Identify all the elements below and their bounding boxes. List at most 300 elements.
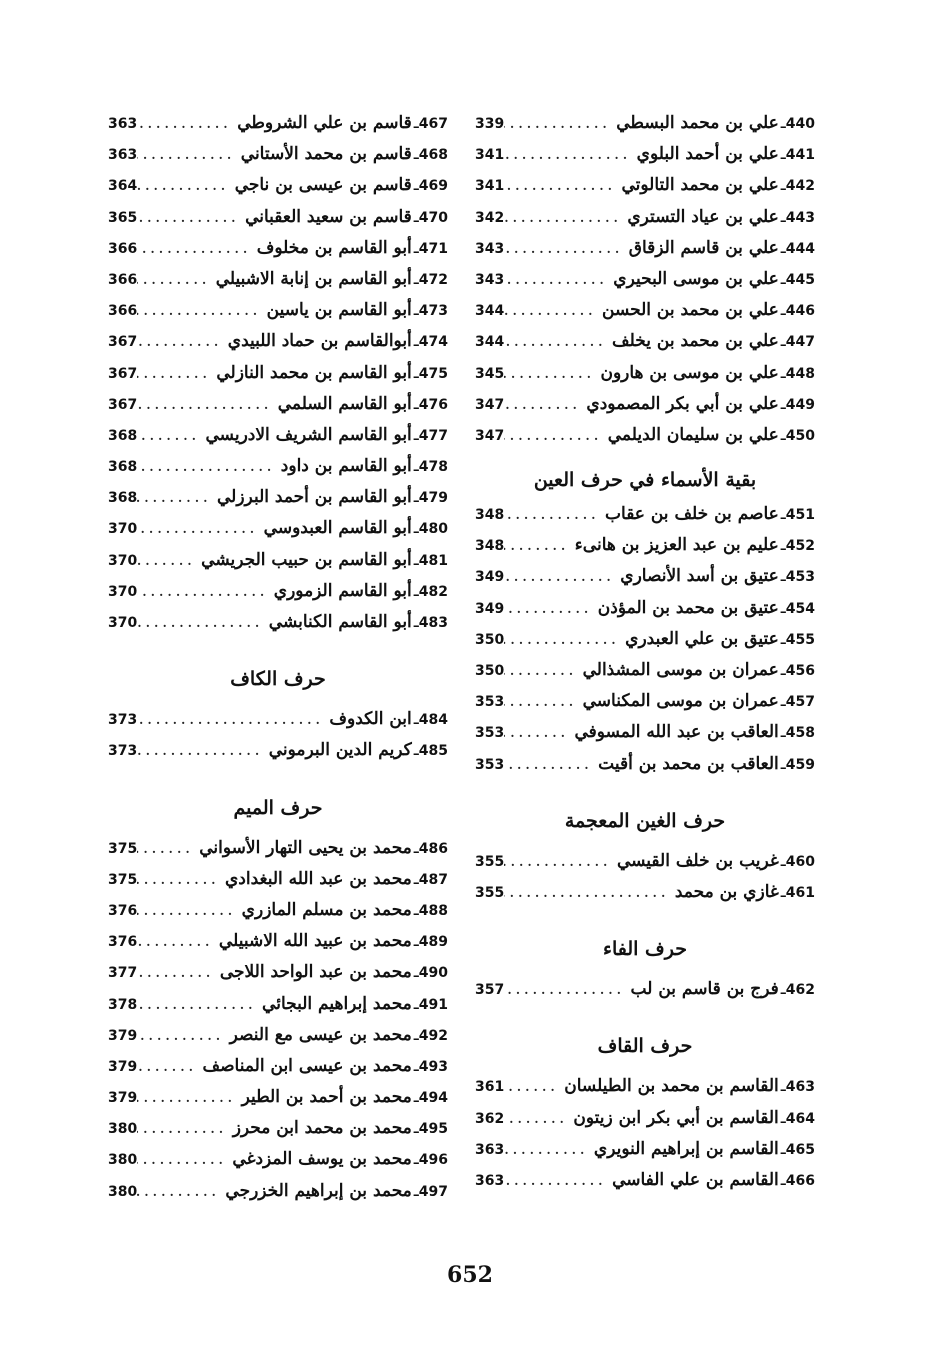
entry-dash: ـ [780, 597, 786, 618]
entry-number: 453 [785, 569, 815, 586]
toc-entry [475, 686, 815, 717]
toc-entry [108, 326, 448, 357]
toc-entry [108, 607, 448, 638]
entry-dash: ـ [413, 300, 419, 321]
entry-page: 339 [475, 116, 505, 132]
entry-page: 378 [108, 996, 138, 1013]
entry-page: 344 [475, 334, 505, 351]
entry-number: 455 [785, 631, 815, 648]
entry-name: علي بن موسى بن هارون [600, 362, 779, 383]
toc-entry [108, 420, 448, 451]
entry-page: 350 [475, 663, 505, 679]
toc-entry [108, 1051, 448, 1082]
entry-list [108, 108, 448, 638]
dot-leader [504, 1103, 573, 1134]
entry-list [475, 1071, 815, 1196]
entry-name: أبو القاسم السلمي [277, 393, 412, 414]
entry-name: علي بن محمد بن يخلف [612, 331, 779, 352]
entry-dash: ـ [413, 580, 419, 601]
toc-entry [475, 170, 815, 201]
entry-dash: ـ [780, 1169, 786, 1190]
dot-leader [504, 108, 616, 139]
entry-name: أبو القاسم بن إنابة الاشبيلي [215, 268, 412, 289]
entry-page: 375 [108, 840, 138, 857]
entry-page: 380 [108, 1183, 138, 1200]
entry-dash: ـ [413, 206, 419, 227]
toc-entry [475, 326, 815, 357]
entry-name: أبو القاسم العبدوسي [263, 518, 412, 539]
entry-list [475, 499, 815, 780]
dot-leader [504, 877, 675, 908]
entry-number: 493 [418, 1058, 448, 1075]
entry-name: القاسم بن أبي بكر ابن زيتون [573, 1107, 779, 1128]
entry-name: أبو القاسم بن مخلوف [256, 237, 412, 258]
entry-name: علي بن محمد البسطي [616, 113, 779, 133]
entry-dash: ـ [780, 1076, 786, 1097]
toc-entry [108, 108, 448, 139]
dot-leader [504, 561, 620, 592]
dot-leader [504, 326, 612, 357]
entry-page: 367 [108, 334, 138, 351]
dot-leader [504, 499, 605, 530]
entry-dash: ـ [413, 1024, 419, 1045]
entry-page: 349 [475, 600, 505, 617]
entry-name: محمد بن مسلم المازري [241, 899, 412, 920]
entry-page: 379 [108, 1058, 138, 1075]
toc-entry [475, 420, 815, 451]
toc-entry [108, 264, 448, 295]
dot-leader [137, 1051, 202, 1082]
entry-number: 458 [785, 725, 815, 742]
entry-number: 489 [418, 934, 448, 951]
entry-name: قاسم بن علي الشروطي [237, 113, 412, 133]
section-heading-mim: حرف الميم [233, 796, 323, 819]
entry-dash: ـ [413, 837, 419, 858]
entry-page: 357 [475, 982, 505, 999]
dot-leader [504, 624, 625, 655]
dot-leader [137, 139, 241, 170]
dot-leader [504, 846, 617, 877]
entry-name: القاسم بن علي الفاسي [612, 1169, 779, 1190]
toc-entry [475, 202, 815, 233]
entry-dash: ـ [780, 535, 786, 556]
entry-number: 445 [785, 271, 815, 288]
entry-dash: ـ [780, 691, 786, 712]
entry-name: أبو القاسم بن أحمد البرزلي [217, 487, 412, 508]
dot-leader [137, 358, 216, 389]
dot-leader [504, 389, 586, 420]
entry-number: 444 [785, 240, 815, 257]
dot-leader [137, 833, 199, 864]
entry-dash: ـ [780, 424, 786, 445]
entry-dash: ـ [780, 144, 786, 165]
entry-number: 484 [418, 712, 448, 729]
dot-leader [137, 1082, 241, 1113]
entry-page: 341 [475, 178, 505, 195]
entry-dash: ـ [413, 518, 419, 539]
entry-name: علي بن قاسم الزقاق [628, 237, 779, 258]
entry-number: 461 [785, 884, 815, 901]
entry-name: قاسم بن سعيد العقباني [245, 206, 412, 227]
entry-number: 483 [418, 615, 448, 631]
toc-entry [108, 202, 448, 233]
entry-name: ابن الكدوف [329, 709, 412, 730]
entry-number: 491 [418, 996, 448, 1013]
entry-page: 370 [108, 552, 138, 569]
entry-page: 341 [475, 147, 505, 164]
entry-name: أبو القاسم الكنابشي [268, 612, 412, 632]
entry-page: 379 [108, 1027, 138, 1044]
toc-entry [108, 735, 448, 766]
entry-page: 363 [475, 1141, 505, 1158]
entry-number: 496 [418, 1152, 448, 1169]
entry-name: عمران بن موسى المكناسي [582, 691, 779, 712]
entry-number: 452 [785, 538, 815, 555]
dot-leader [504, 717, 574, 748]
entry-page: 376 [108, 902, 138, 919]
entry-dash: ـ [780, 722, 786, 743]
entry-name: عتيق بن أسد الأنصاري [620, 566, 779, 587]
entry-name: محمد بن يوسف المزدغي [232, 1149, 412, 1170]
entry-dash: ـ [413, 1180, 419, 1201]
toc-entry [475, 1071, 815, 1102]
entry-dash: ـ [413, 113, 419, 133]
entry-page: 376 [108, 934, 138, 951]
entry-dash: ـ [413, 1118, 419, 1139]
toc-entry [475, 1103, 815, 1134]
dot-leader [137, 295, 266, 326]
entry-name: قاسم بن محمد الأستاني [240, 144, 412, 165]
entry-name: العاقب بن محمد بن أقيت [598, 753, 779, 774]
dot-leader [504, 974, 630, 1005]
toc-entry [475, 358, 815, 389]
toc-entry [108, 451, 448, 482]
entry-number: 446 [785, 303, 815, 320]
entry-number: 462 [785, 982, 815, 999]
entry-dash: ـ [780, 206, 786, 227]
entry-page: 366 [108, 303, 138, 320]
entry-dash: ـ [780, 113, 786, 133]
toc-entry [108, 833, 448, 864]
entry-number: 459 [785, 756, 815, 773]
entry-page: 343 [475, 271, 505, 288]
entry-dash: ـ [413, 237, 419, 258]
entry-number: 482 [418, 583, 448, 600]
entry-page: 368 [108, 427, 138, 444]
toc-entry [108, 957, 448, 988]
entry-list [475, 846, 815, 908]
section-heading-ain: بقية الأسماء في حرف العين [533, 469, 757, 492]
dot-leader [137, 170, 234, 201]
dot-leader [137, 264, 216, 295]
toc-entry [108, 1113, 448, 1144]
dot-leader [504, 530, 575, 561]
entry-number: 485 [418, 743, 448, 760]
toc-entry [108, 989, 448, 1020]
toc-entry [108, 704, 448, 735]
entry-number: 456 [785, 663, 815, 679]
entry-name: علي بن عياد التستري [627, 206, 779, 227]
entry-name: أبوالقاسم بن حماد اللبيدي [227, 331, 412, 352]
entry-page: 355 [475, 884, 505, 901]
entry-dash: ـ [780, 300, 786, 321]
toc-entry [475, 846, 815, 877]
entry-dash: ـ [413, 424, 419, 445]
toc-entry [475, 1165, 815, 1196]
dot-leader [137, 926, 219, 957]
toc-entry [475, 717, 815, 748]
toc-entry [108, 295, 448, 326]
entry-dash: ـ [413, 899, 419, 920]
entry-name: علي بن سليمان الديلمي [607, 424, 779, 445]
entry-number: 443 [785, 209, 815, 226]
entry-number: 497 [418, 1183, 448, 1200]
entry-name: علي بن أحمد البلوي [636, 144, 779, 165]
entry-page: 347 [475, 396, 505, 413]
entry-name: محمد بن عبد الله البغدادي [225, 868, 412, 889]
entry-number: 471 [418, 240, 448, 257]
toc-entry [108, 545, 448, 576]
entry-page: 362 [475, 1110, 505, 1127]
dot-leader [137, 326, 228, 357]
dot-leader [504, 593, 598, 624]
entry-name: عاصم بن خلف بن عقاب [605, 504, 779, 525]
entry-dash: ـ [413, 362, 419, 383]
entry-page: 347 [475, 427, 505, 444]
entry-name: عتيق بن علي العبدري [625, 628, 779, 649]
entry-name: أبو القاسم الشريف الادريسي [205, 424, 412, 445]
entry-name: محمد بن أحمد بن الطير [241, 1087, 412, 1108]
left-column [108, 108, 448, 1207]
entry-page: 368 [108, 459, 138, 476]
entry-name: محمد بن عيسى ابن المناصف [202, 1055, 412, 1076]
entry-number: 447 [785, 334, 815, 351]
entry-name: محمد بن عبيد الله الاشبيلي [218, 931, 412, 952]
entry-dash: ـ [413, 1055, 419, 1076]
entry-number: 488 [418, 902, 448, 919]
dot-leader [504, 264, 613, 295]
entry-number: 468 [418, 147, 448, 164]
entry-name: محمد بن محمد ابن محرز [232, 1118, 412, 1139]
entry-list [108, 704, 448, 766]
entry-number: 492 [418, 1027, 448, 1044]
dot-leader [504, 1165, 612, 1196]
entry-dash: ـ [780, 628, 786, 649]
entry-number: 441 [785, 147, 815, 164]
entry-number: 454 [785, 600, 815, 617]
toc-entry [108, 139, 448, 170]
toc-entry [108, 576, 448, 607]
entry-number: 487 [418, 871, 448, 888]
page-number: 652 [447, 1262, 493, 1288]
entry-number: 467 [418, 116, 448, 132]
entry-dash: ـ [413, 456, 419, 477]
entry-dash: ـ [413, 740, 419, 761]
entry-name: محمد بن عيسى مع النصر [229, 1024, 412, 1045]
entry-number: 474 [418, 334, 448, 351]
entry-name: قاسم بن عيسى بن ناجي [234, 175, 412, 196]
entry-dash: ـ [413, 962, 419, 983]
toc-entry [108, 358, 448, 389]
toc-entry [475, 499, 815, 530]
entry-name: العاقب بن عبد الله المسوفي [574, 722, 779, 743]
entry-number: 450 [785, 427, 815, 444]
dot-leader [137, 864, 225, 895]
entry-page: 366 [108, 271, 138, 288]
entry-dash: ـ [780, 1107, 786, 1128]
entry-name: القاسم بن إبراهيم النويري [593, 1138, 779, 1159]
toc-entry [475, 624, 815, 655]
dot-leader [137, 389, 278, 420]
entry-number: 475 [418, 365, 448, 382]
entry-name: أبو القاسم بن ياسين [266, 300, 412, 321]
entry-page: 355 [475, 853, 505, 870]
toc-entry [475, 389, 815, 420]
entry-name: محمد بن يحيى التهار الأسواني [199, 837, 412, 858]
entry-list [475, 108, 815, 451]
dot-leader [504, 139, 636, 170]
dot-leader [504, 1134, 594, 1165]
entry-page: 343 [475, 240, 505, 257]
entry-list [475, 974, 815, 1005]
entry-dash: ـ [780, 175, 786, 196]
entry-dash: ـ [780, 979, 786, 1000]
entry-dash: ـ [780, 1138, 786, 1159]
entry-page: 380 [108, 1152, 138, 1169]
dot-leader [137, 895, 241, 926]
entry-page: 363 [108, 116, 138, 132]
entry-dash: ـ [413, 868, 419, 889]
toc-entry [108, 864, 448, 895]
entry-name: علي بن محمد التالوتي [621, 175, 779, 196]
entry-name: علي بن موسى البحيري [613, 268, 779, 289]
entry-dash: ـ [780, 393, 786, 414]
toc-entry [108, 1144, 448, 1175]
entry-name: علي بن محمد بن الحسن [602, 300, 779, 321]
entry-dash: ـ [413, 931, 419, 952]
entry-dash: ـ [413, 487, 419, 508]
entry-number: 457 [785, 694, 815, 711]
dot-leader [137, 1113, 232, 1144]
dot-leader [504, 295, 602, 326]
entry-dash: ـ [780, 362, 786, 383]
entry-name: محمد إبراهيم البجائي [262, 993, 412, 1014]
entry-number: 495 [418, 1121, 448, 1138]
entry-number: 478 [418, 459, 448, 476]
toc-entry [475, 877, 815, 908]
toc-entry [475, 108, 815, 139]
entry-page: 373 [108, 712, 138, 729]
entry-number: 469 [418, 178, 448, 195]
dot-leader [137, 735, 268, 766]
entry-name: غريب بن خلف القيسي [616, 850, 779, 871]
dot-leader [504, 749, 598, 780]
toc-entry [475, 1134, 815, 1165]
entry-number: 440 [785, 116, 815, 132]
entry-name: غازي بن محمد [674, 881, 779, 902]
toc-entry [108, 170, 448, 201]
entry-page: 353 [475, 725, 505, 742]
dot-leader [504, 358, 600, 389]
entry-dash: ـ [780, 504, 786, 525]
toc-entry [108, 233, 448, 264]
entry-number: 486 [418, 840, 448, 857]
entry-page: 375 [108, 871, 138, 888]
entry-number: 490 [418, 965, 448, 982]
entry-dash: ـ [413, 549, 419, 570]
dot-leader [504, 233, 629, 264]
toc-entry [475, 561, 815, 592]
entry-number: 460 [785, 853, 815, 870]
entry-dash: ـ [413, 268, 419, 289]
entry-dash: ـ [780, 237, 786, 258]
dot-leader [504, 1071, 564, 1102]
entry-dash: ـ [413, 612, 419, 632]
entry-page: 350 [475, 631, 505, 648]
toc-entry [475, 655, 815, 686]
entry-dash: ـ [780, 850, 786, 871]
entry-number: 442 [785, 178, 815, 195]
toc-entry [475, 530, 815, 561]
entry-number: 473 [418, 303, 448, 320]
entry-number: 465 [785, 1141, 815, 1158]
entry-page: 353 [475, 694, 505, 711]
entry-dash: ـ [413, 709, 419, 730]
toc-entry [108, 895, 448, 926]
entry-page: 367 [108, 365, 138, 382]
entry-number: 481 [418, 552, 448, 569]
section-heading-fa: حرف الفاء [603, 938, 687, 961]
entry-number: 449 [785, 396, 815, 413]
entry-dash: ـ [780, 660, 786, 680]
entry-dash: ـ [780, 331, 786, 352]
entry-name: فرج بن قاسم بن لب [630, 979, 779, 1000]
dot-leader [504, 686, 582, 717]
entry-number: 494 [418, 1090, 448, 1107]
toc-entry [475, 233, 815, 264]
toc-entry [108, 513, 448, 544]
entry-dash: ـ [413, 144, 419, 165]
dot-leader [137, 233, 257, 264]
entry-dash: ـ [780, 753, 786, 774]
entry-page: 349 [475, 569, 505, 586]
entry-number: 480 [418, 521, 448, 538]
dot-leader [137, 576, 274, 607]
toc-entry [108, 389, 448, 420]
dot-leader [137, 545, 201, 576]
dot-leader [137, 108, 237, 139]
entry-page: 348 [475, 538, 505, 555]
section-heading-kaf: حرف الكاف [230, 668, 326, 691]
entry-dash: ـ [413, 331, 419, 352]
entry-name: علي بن أبي بكر المصمودي [586, 393, 779, 414]
entry-name: محمد بن إبراهيم الخزرجي [225, 1180, 412, 1201]
dot-leader [504, 202, 627, 233]
entry-page: 348 [475, 507, 505, 524]
toc-entry [108, 482, 448, 513]
dot-leader [137, 1020, 229, 1051]
dot-leader [504, 170, 621, 201]
entry-page: 377 [108, 965, 138, 982]
dot-leader [137, 704, 329, 735]
entry-name: عمران بن موسى المشذالي [582, 660, 779, 680]
dot-leader [137, 513, 263, 544]
entry-number: 466 [785, 1172, 815, 1189]
entry-name: أبو القاسم بن داود [280, 456, 412, 477]
dot-leader [504, 655, 582, 686]
entry-dash: ـ [413, 1087, 419, 1108]
entry-dash: ـ [780, 566, 786, 587]
